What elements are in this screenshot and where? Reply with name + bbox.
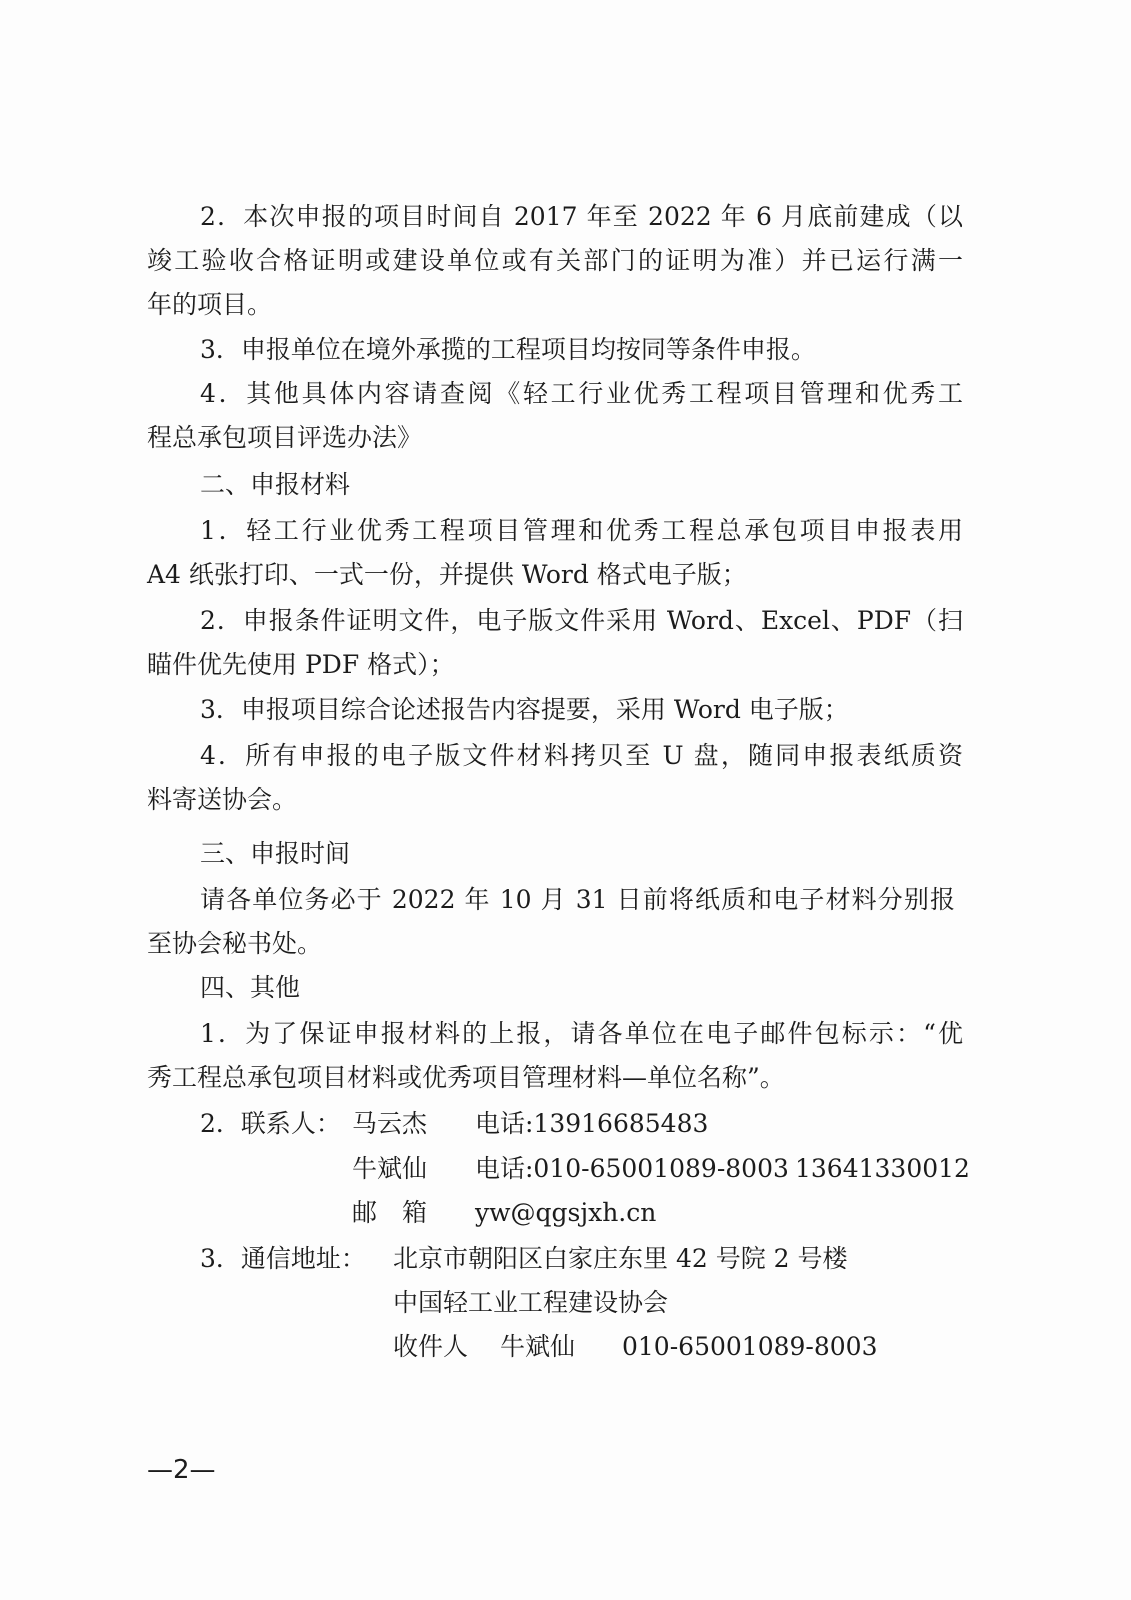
page-number: —2— bbox=[147, 1455, 216, 1485]
material-1-line-2: A4 纸张打印、一式一份，并提供 Word 格式电子版； bbox=[147, 560, 747, 589]
contact-name: 马云杰 bbox=[352, 1109, 428, 1138]
address-row-1 bbox=[0, 1239, 1131, 1279]
material-4-line-2: 料寄送协会。 bbox=[147, 785, 298, 814]
address-organization: 中国轻工业工程建设协会 bbox=[393, 1288, 669, 1317]
address-street: 北京市朝阳区白家庄东里 42 号院 2 号楼 bbox=[393, 1244, 848, 1273]
section-heading-materials: 二、申报材料 bbox=[200, 470, 351, 499]
contact-email-row bbox=[0, 1193, 1131, 1233]
address-label: 3．通信地址： bbox=[200, 1244, 366, 1273]
contact-mobile: 13641330012 bbox=[795, 1154, 970, 1183]
paragraph-time-line-2: 竣工验收合格证明或建设单位或有关部门的证明为准）并已运行满一 bbox=[147, 246, 963, 275]
contact-phone: 电话:010-65001089-8003 bbox=[475, 1154, 789, 1183]
recipient-label: 收件人 bbox=[393, 1332, 469, 1361]
deadline-line-1: 请各单位务必于 2022 年 10 月 31 日前将纸质和电子材料分别报 bbox=[200, 885, 955, 914]
paragraph-other-line-1: 4．其他具体内容请查阅《轻工行业优秀工程项目管理和优秀工 bbox=[200, 379, 963, 408]
paragraph-other-line-2: 程总承包项目评选办法》 bbox=[147, 423, 423, 452]
paragraph-time-line-3: 年的项目。 bbox=[147, 290, 273, 319]
contact-row-2 bbox=[0, 1149, 1131, 1189]
recipient-name: 牛斌仙 bbox=[500, 1332, 576, 1361]
material-2-line-1: 2．申报条件证明文件，电子版文件采用 Word、Excel、PDF（扫 bbox=[200, 606, 963, 635]
material-1-line-1: 1．轻工行业优秀工程项目管理和优秀工程总承包项目申报表用 bbox=[200, 516, 963, 545]
paragraph-time-line-1: 2．本次申报的项目时间自 2017 年至 2022 年 6 月底前建成（以 bbox=[200, 202, 963, 231]
material-2-line-2: 瞄件优先使用 PDF 格式）； bbox=[147, 650, 455, 679]
recipient-phone: 010-65001089-8003 bbox=[622, 1332, 878, 1361]
material-4-line-1: 4．所有申报的电子版文件材料拷贝至 U 盘，随同申报表纸质资 bbox=[200, 741, 963, 770]
contact-phone: 电话:13916685483 bbox=[475, 1109, 709, 1138]
deadline-line-2: 至协会秘书处。 bbox=[147, 929, 323, 958]
address-row-2 bbox=[0, 1283, 1131, 1323]
contact-label: 2．联系人： bbox=[200, 1109, 341, 1138]
paragraph-overseas: 3．申报单位在境外承揽的工程项目均按同等条件申报。 bbox=[200, 335, 816, 364]
material-3: 3．申报项目综合论述报告内容提要，采用 Word 电子版； bbox=[200, 695, 849, 724]
other-1-line-1: 1．为了保证申报材料的上报，请各单位在电子邮件包标示：“优 bbox=[200, 1019, 963, 1048]
other-1-line-2: 秀工程总承包项目材料或优秀项目管理材料—单位名称”。 bbox=[147, 1063, 785, 1092]
contact-row-1 bbox=[0, 1104, 1131, 1144]
section-heading-other: 四、其他 bbox=[200, 973, 301, 1002]
email-address: yw@qgsjxh.cn bbox=[475, 1198, 657, 1227]
recipient-row bbox=[0, 1327, 1131, 1367]
contact-name: 牛斌仙 bbox=[352, 1154, 428, 1183]
email-label: 邮 箱 bbox=[352, 1198, 428, 1227]
section-heading-deadline: 三、申报时间 bbox=[200, 839, 351, 868]
